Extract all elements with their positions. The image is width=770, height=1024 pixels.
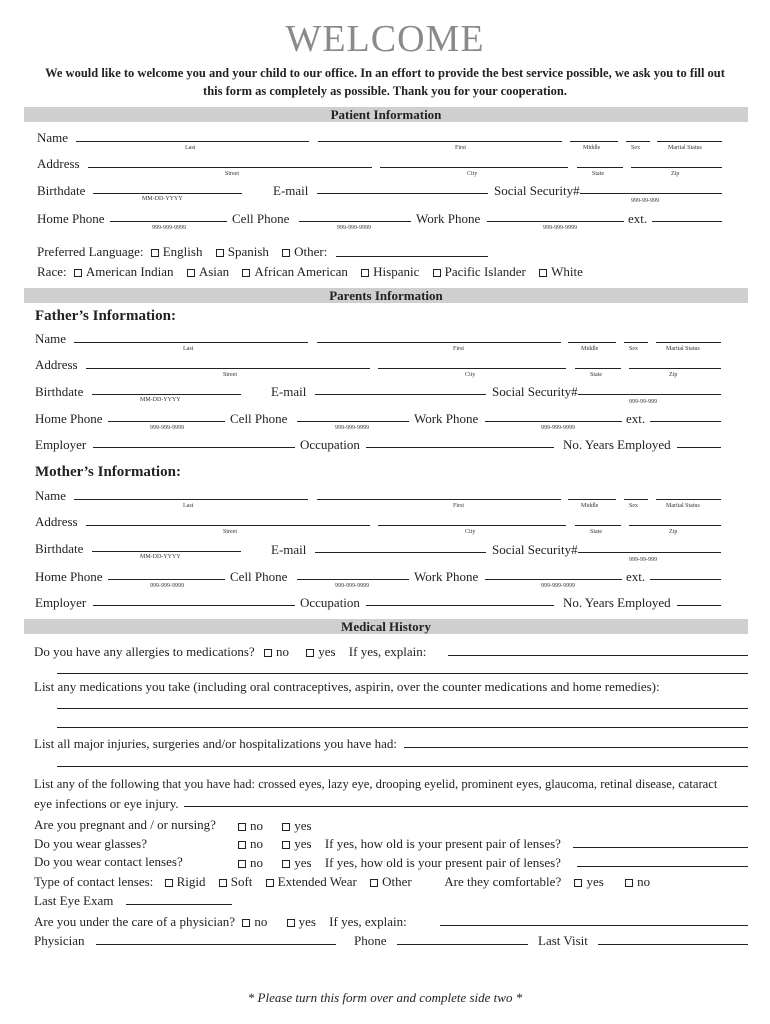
patient-city-field[interactable] <box>380 167 568 168</box>
father-state-field[interactable] <box>575 368 621 369</box>
hint-sex: Sex <box>629 503 638 509</box>
checkbox-hispanic[interactable] <box>361 269 369 277</box>
contacts-options: no yes If yes, how old is your present pair of lenses? <box>238 855 561 870</box>
father-years-label: No. Years Employed <box>563 437 671 452</box>
allergies-row: Do you have any allergies to medications? no yes If yes, explain: <box>34 644 427 659</box>
patient-street-field[interactable] <box>88 167 372 168</box>
checkbox-allergies-yes[interactable] <box>306 649 314 657</box>
patient-email-label: E-mail <box>273 183 309 198</box>
hint-state: State <box>592 171 604 177</box>
father-street-field[interactable] <box>86 368 370 369</box>
hint-phone: 999-999-9999 <box>152 225 186 231</box>
hint-marital: Marital Status <box>666 346 700 352</box>
last-exam-label: Last Eye Exam <box>34 893 114 908</box>
patient-ext-field[interactable] <box>652 221 722 222</box>
patient-cell-phone-field[interactable] <box>299 221 411 222</box>
father-middle-field[interactable] <box>568 342 616 343</box>
checkbox-glasses-yes[interactable] <box>282 841 290 849</box>
physician-question-row: Are you under the care of a physician? no yes If yes, explain: <box>34 914 407 929</box>
hint-city: City <box>467 171 478 177</box>
checkbox-english[interactable] <box>151 249 159 257</box>
father-occupation-label: Occupation <box>300 437 360 452</box>
patient-last-name-field[interactable] <box>76 141 309 142</box>
hint-date: MM-DD-YYYY <box>142 196 183 202</box>
hint-sex: Sex <box>629 346 638 352</box>
page-title: WELCOME <box>285 18 485 60</box>
checkbox-glasses-no[interactable] <box>238 841 246 849</box>
mother-email-label: E-mail <box>271 542 307 557</box>
father-ext-label: ext. <box>626 411 646 426</box>
physician-label: Physician <box>34 933 85 948</box>
checkbox-asian[interactable] <box>187 269 195 277</box>
mother-section-title: Mother’s Information: <box>35 464 181 480</box>
patient-birthdate-field[interactable] <box>93 193 242 194</box>
mother-home-phone-field[interactable] <box>108 579 225 580</box>
hint-phone: 999-999-9999 <box>337 225 371 231</box>
hint-state: State <box>590 372 602 378</box>
checkbox-pregnant-yes[interactable] <box>282 823 290 831</box>
hint-zip: Zip <box>671 171 680 177</box>
mother-address-label: Address <box>35 514 78 529</box>
hint-ssn: 999-99-999 <box>631 198 659 204</box>
checkbox-other-type[interactable] <box>370 879 378 887</box>
mother-occupation-label: Occupation <box>300 595 360 610</box>
father-occupation-field[interactable] <box>366 447 554 448</box>
patient-middle-field[interactable] <box>570 141 618 142</box>
hint-marital: Marital Status <box>666 503 700 509</box>
father-zip-field[interactable] <box>629 368 721 369</box>
patient-cell-phone-label: Cell Phone <box>232 211 290 226</box>
hint-ssn: 999-99-999 <box>629 399 657 405</box>
father-city-field[interactable] <box>378 368 566 369</box>
hint-phone: 999-999-9999 <box>150 583 184 589</box>
contacts-age-field[interactable] <box>577 866 748 867</box>
hint-phone: 999-999-9999 <box>150 425 184 431</box>
patient-info-header: Patient Information <box>24 107 748 122</box>
glasses-options: no yes If yes, how old is your present pair of lenses? <box>238 836 561 851</box>
checkbox-comfortable-yes[interactable] <box>574 879 582 887</box>
patient-ssn-label: Social Security# <box>494 183 580 198</box>
injuries-field[interactable] <box>404 747 748 748</box>
other-language-field[interactable] <box>336 256 488 257</box>
hint-sex: Sex <box>631 145 640 151</box>
checkbox-soft[interactable] <box>219 879 227 887</box>
father-first-name-field[interactable] <box>317 342 561 343</box>
language-row: Preferred Language: English Spanish Other: <box>37 244 328 259</box>
mother-home-phone-label: Home Phone <box>35 569 103 584</box>
patient-zip-field[interactable] <box>631 167 722 168</box>
hint-middle: Middle <box>581 346 599 352</box>
mother-employer-label: Employer <box>35 595 87 610</box>
father-birthdate-label: Birthdate <box>35 384 84 399</box>
hint-phone: 999-999-9999 <box>543 225 577 231</box>
patient-work-phone-label: Work Phone <box>416 211 481 226</box>
pregnant-options: no yes <box>238 818 312 833</box>
hint-last: Last <box>183 503 194 509</box>
phone-label: Phone <box>354 933 387 948</box>
mother-years-field[interactable] <box>677 605 721 606</box>
mother-email-field[interactable] <box>315 552 486 553</box>
pregnant-question: Are you pregnant and / or nursing? <box>34 817 216 832</box>
mother-ext-field[interactable] <box>650 579 721 580</box>
medications-line-2[interactable] <box>57 727 748 728</box>
intro-line-1: We would like to welcome you and your child to our office. In an effort to provide the best service possible, we ask you to fill out <box>45 66 725 80</box>
physician-field[interactable] <box>96 944 336 945</box>
hint-last: Last <box>183 346 194 352</box>
conditions-question-line1: List any of the following that you have had: crossed eyes, lazy eye, drooping eyelid, prominent eyes, glaucoma, retinal disease, cataract <box>34 777 718 791</box>
checkbox-other-language[interactable] <box>282 249 290 257</box>
checkbox-contacts-no[interactable] <box>238 860 246 868</box>
father-sex-field[interactable] <box>624 342 648 343</box>
father-ssn-label: Social Security# <box>492 384 578 399</box>
hint-zip: Zip <box>669 529 678 535</box>
mother-years-label: No. Years Employed <box>563 595 671 610</box>
hint-date: MM-DD-YYYY <box>140 554 181 560</box>
hint-phone: 999-999-9999 <box>335 583 369 589</box>
mother-cell-phone-label: Cell Phone <box>230 569 288 584</box>
father-email-label: E-mail <box>271 384 307 399</box>
father-home-phone-label: Home Phone <box>35 411 103 426</box>
father-cell-phone-field[interactable] <box>297 421 409 422</box>
hint-phone: 999-999-9999 <box>335 425 369 431</box>
father-ext-field[interactable] <box>650 421 721 422</box>
father-work-phone-field[interactable] <box>485 421 622 422</box>
father-address-label: Address <box>35 357 78 372</box>
hint-first: First <box>453 503 465 509</box>
mother-work-phone-field[interactable] <box>485 579 622 580</box>
mother-ext-label: ext. <box>626 569 646 584</box>
patient-work-phone-field[interactable] <box>487 221 624 222</box>
hint-middle: Middle <box>583 145 601 151</box>
parents-info-header: Parents Information <box>24 288 748 303</box>
father-home-phone-field[interactable] <box>108 421 225 422</box>
hint-street: Street <box>225 171 239 177</box>
checkbox-spanish[interactable] <box>216 249 224 257</box>
patient-ext-label: ext. <box>628 211 648 226</box>
mother-birthdate-label: Birthdate <box>35 541 84 556</box>
father-marital-field[interactable] <box>656 342 721 343</box>
mother-occupation-field[interactable] <box>366 605 554 606</box>
hint-ssn: 999-99-999 <box>629 557 657 563</box>
language-label: Preferred Language: <box>37 244 144 259</box>
father-cell-phone-label: Cell Phone <box>230 411 288 426</box>
injuries-extra-line[interactable] <box>57 766 748 767</box>
hint-last: Last <box>185 145 196 151</box>
medical-history-header: Medical History <box>24 619 748 634</box>
hint-city: City <box>465 372 476 378</box>
patient-ssn-field[interactable] <box>580 193 722 194</box>
checkbox-american-indian[interactable] <box>74 269 82 277</box>
hint-first: First <box>453 346 465 352</box>
mother-middle-field[interactable] <box>568 499 616 500</box>
hint-city: City <box>465 529 476 535</box>
mother-street-field[interactable] <box>86 525 370 526</box>
last-visit-field[interactable] <box>598 944 748 945</box>
mother-zip-field[interactable] <box>629 525 721 526</box>
patient-sex-field[interactable] <box>626 141 650 142</box>
checkbox-allergies-no[interactable] <box>264 649 272 657</box>
hint-middle: Middle <box>581 503 599 509</box>
father-work-phone-label: Work Phone <box>414 411 479 426</box>
checkbox-pregnant-no[interactable] <box>238 823 246 831</box>
father-birthdate-field[interactable] <box>92 394 241 395</box>
mother-ssn-field[interactable] <box>578 552 721 553</box>
medications-line-1[interactable] <box>57 708 748 709</box>
patient-state-field[interactable] <box>577 167 623 168</box>
checkbox-pacific-islander[interactable] <box>433 269 441 277</box>
patient-home-phone-field[interactable] <box>110 221 227 222</box>
mother-city-field[interactable] <box>378 525 566 526</box>
patient-marital-field[interactable] <box>657 141 722 142</box>
mother-state-field[interactable] <box>575 525 621 526</box>
allergies-extra-line[interactable] <box>57 673 748 674</box>
hint-zip: Zip <box>669 372 678 378</box>
father-years-field[interactable] <box>677 447 721 448</box>
mother-cell-phone-field[interactable] <box>297 579 409 580</box>
hint-first: First <box>455 145 467 151</box>
checkbox-african-american[interactable] <box>242 269 250 277</box>
father-last-name-field[interactable] <box>74 342 308 343</box>
conditions-question-line2: eye infections or eye injury. <box>34 796 179 811</box>
checkbox-physician-no[interactable] <box>242 919 250 927</box>
patient-home-phone-label: Home Phone <box>37 211 105 226</box>
checkbox-physician-yes[interactable] <box>287 919 295 927</box>
patient-address-label: Address <box>37 156 80 171</box>
hint-street: Street <box>223 372 237 378</box>
checkbox-rigid[interactable] <box>165 879 173 887</box>
last-visit-label: Last Visit <box>538 933 588 948</box>
mother-ssn-label: Social Security# <box>492 542 578 557</box>
race-row: Race: American Indian Asian African American Hispanic Pacific Islander White <box>37 264 583 279</box>
father-section-title: Father’s Information: <box>35 308 176 324</box>
checkbox-extended-wear[interactable] <box>266 879 274 887</box>
father-employer-field[interactable] <box>93 447 295 448</box>
checkbox-contacts-yes[interactable] <box>282 860 290 868</box>
hint-phone: 999-999-9999 <box>541 583 575 589</box>
glasses-question: Do you wear glasses? <box>34 836 147 851</box>
checkbox-comfortable-no[interactable] <box>625 879 633 887</box>
mother-birthdate-field[interactable] <box>92 551 241 552</box>
contacts-question: Do you wear contact lenses? <box>34 854 183 869</box>
mother-work-phone-label: Work Phone <box>414 569 479 584</box>
mother-first-name-field[interactable] <box>317 499 561 500</box>
mother-name-label: Name <box>35 488 67 503</box>
hint-date: MM-DD-YYYY <box>140 397 181 403</box>
footer-note: * Please turn this form over and complete side two * <box>247 990 523 1005</box>
mother-employer-field[interactable] <box>93 605 295 606</box>
physician-phone-field[interactable] <box>397 944 528 945</box>
hint-marital: Marital Status <box>668 145 702 151</box>
father-email-field[interactable] <box>315 394 486 395</box>
mother-marital-field[interactable] <box>656 499 721 500</box>
hint-street: Street <box>223 529 237 535</box>
checkbox-white[interactable] <box>539 269 547 277</box>
contact-type-row: Type of contact lenses: Rigid Soft Extended Wear Other Are they comfortable? yes no <box>34 874 651 889</box>
patient-birthdate-label: Birthdate <box>37 183 86 198</box>
hint-state: State <box>590 529 602 535</box>
father-name-label: Name <box>35 331 67 346</box>
father-ssn-field[interactable] <box>578 394 721 395</box>
mother-last-name-field[interactable] <box>74 499 308 500</box>
intro-line-2: this form as completely as possible. Thank you for your cooperation. <box>203 84 567 98</box>
last-exam-field[interactable] <box>126 904 232 905</box>
glasses-age-field[interactable] <box>573 847 748 848</box>
hint-phone: 999-999-9999 <box>541 425 575 431</box>
mother-sex-field[interactable] <box>624 499 648 500</box>
patient-first-name-field[interactable] <box>318 141 562 142</box>
allergies-explain-field[interactable] <box>448 655 748 656</box>
patient-email-field[interactable] <box>317 193 488 194</box>
physician-explain-field[interactable] <box>440 925 748 926</box>
medications-question: List any medications you take (including oral contraceptives, aspirin, over the counter medications and home remedies): <box>34 679 660 694</box>
conditions-field[interactable] <box>184 806 748 807</box>
race-label: Race: <box>37 264 67 279</box>
injuries-question: List all major injuries, surgeries and/or hospitalizations you have had: <box>34 736 397 751</box>
patient-name-label: Name <box>37 130 69 145</box>
father-employer-label: Employer <box>35 437 87 452</box>
